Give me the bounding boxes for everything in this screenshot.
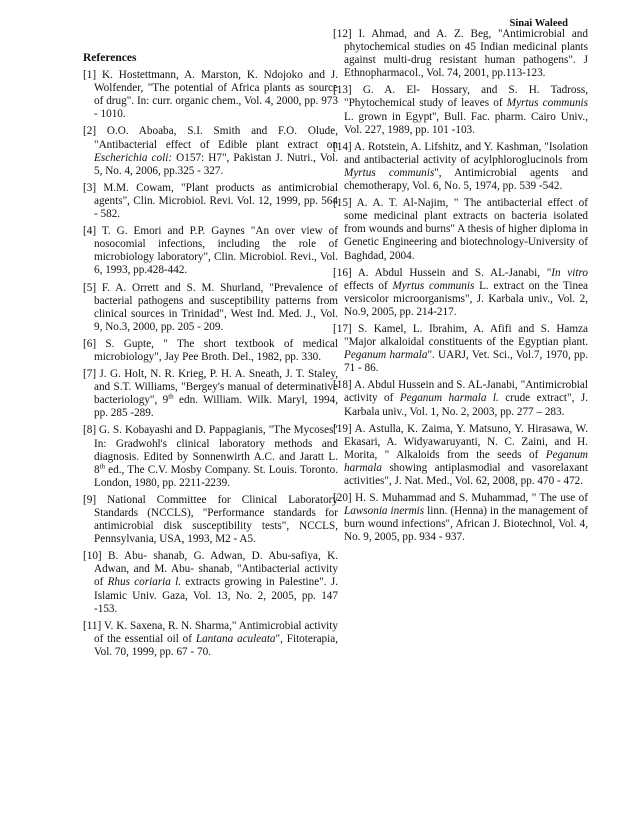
reference-item bbox=[333, 141, 588, 193]
reference-item bbox=[333, 379, 588, 418]
reference-number: [20] bbox=[333, 492, 356, 505]
reference-number: [8] bbox=[83, 424, 100, 437]
reference-italic-text: Peganum harmala l. bbox=[399, 392, 499, 405]
references-column-right bbox=[333, 28, 588, 548]
reference-italic-text: Rhus coriaria l. bbox=[107, 576, 182, 589]
reference-number: [9] bbox=[83, 493, 108, 506]
reference-text: showing antiplasmodial and vasorelaxant activities", J. Nat. Med., Vol. 62, 2008, pp. 470 - 472. bbox=[344, 461, 588, 487]
reference-list-left bbox=[83, 69, 338, 659]
reference-text: K. Hostettmann, A. Marston, K. Ndojoko and J. Wolfender, "The potential of Africa plants as source of drug". In: curr. organic chem., Vol. 4, 2000, pp. 973 - 1010. bbox=[94, 69, 339, 121]
reference-text: H. S. Muhammad and S. Muhammad, " The use of bbox=[355, 492, 588, 505]
reference-number: [17] bbox=[333, 322, 359, 335]
reference-number: [2] bbox=[83, 125, 107, 138]
reference-number: [1] bbox=[83, 69, 102, 82]
reference-item bbox=[83, 368, 338, 420]
reference-item bbox=[83, 182, 338, 221]
reference-text: linn. (Henna) in the management of burn wound infections", African J. Biotechnol, Vol. 4, No. 9, 2005, pp. 934 - 937. bbox=[344, 505, 588, 544]
reference-text: O157: H7", Pakistan J. Nutri., Vol. 5, No. 4, 2006, pp.325 - 327. bbox=[94, 151, 338, 177]
reference-italic-text: Escherichia coli: bbox=[94, 151, 173, 164]
reference-item bbox=[333, 267, 588, 319]
reference-text: B. Abu- shanab, G. Adwan, D. Abu-safiya, K. Adwan, and M. Abu- shanab, "Antibacterial activity of bbox=[94, 550, 339, 589]
reference-text: th bbox=[99, 461, 106, 470]
reference-item bbox=[83, 620, 338, 659]
reference-number: [18] bbox=[333, 379, 354, 392]
reference-text: extracts growing in Palestine". J. Islamic Univ. Gaza, Vol. 13, No. 2, 2005, pp. 147 -153. bbox=[94, 576, 338, 615]
reference-italic-text: Peganum harmala bbox=[344, 448, 588, 474]
reference-text: L. extract on the Tinea versicolor microorganisms", J. Karbala univ., Vol. 2, No.9, 2005, pp. 214-217. bbox=[344, 279, 588, 318]
reference-number: [10] bbox=[83, 550, 108, 563]
reference-item bbox=[333, 197, 588, 262]
reference-item bbox=[83, 494, 338, 546]
reference-text: A. Rotstein, A. Lifshitz, and Y. Kashman, "Isolation and antibacterial activity of acylphloroglucinols from bbox=[344, 140, 588, 166]
references-column-left bbox=[83, 52, 338, 663]
reference-text: S. Gupte, " The short textbook of medical microbiology", Jay Pee Broth. Del., 1982, pp. 330. bbox=[94, 337, 339, 363]
reference-number: [16] bbox=[333, 266, 358, 279]
reference-number: [19] bbox=[333, 422, 355, 435]
reference-text: J. G. Holt, N. R. Krieg, P. H. A. Sneath, J. T. Staley, and S.T. Williams, "Bergey's manual of determinative bacteriology", 9 bbox=[94, 368, 338, 407]
reference-item bbox=[333, 28, 588, 80]
reference-text: T. G. Emori and P.P. Gaynes "An over view of nosocomial infections, including the role of microbiology laboratory", Clin. Microbiol. Revi., Vol. 6, 1993, pp.428-442. bbox=[94, 225, 338, 277]
reference-text: I. Ahmad, and A. Z. Beg, ''Antimicrobial and phytochemical studies on 45 Indian medicinal plants against multi-drug resistant human pathogens". J Ethnopharmacol., Vol. 74, 2001, pp.113-123. bbox=[344, 28, 588, 80]
reference-item bbox=[83, 125, 338, 177]
reference-text: crude extract", J. Karbala univ., Vol. 1, No. 2, 2003, pp. 277 – 283. bbox=[344, 392, 589, 418]
reference-italic-text: Myrtus communis bbox=[392, 279, 475, 292]
reference-item bbox=[83, 550, 338, 615]
reference-text: edn. William. Wilk. Maryl, 1994, pp. 285 -289. bbox=[94, 394, 339, 420]
reference-text: ". UARJ, Vet. Sci., Vol.7, 1970, pp. 71 - 86. bbox=[344, 349, 589, 375]
reference-italic-text: Lantana aculeata bbox=[195, 632, 276, 645]
reference-text: th bbox=[168, 392, 174, 401]
running-head-author: Sinai Waleed bbox=[509, 18, 568, 29]
reference-number: [3] bbox=[83, 181, 104, 194]
reference-item bbox=[333, 423, 588, 488]
reference-number: [11] bbox=[83, 619, 104, 632]
reference-text: ed., The C.V. Mosby Company. St. Louis. Toronto. London, 1980, pp. 2211-2239. bbox=[94, 463, 338, 489]
reference-item bbox=[83, 225, 338, 277]
reference-number: [14] bbox=[333, 140, 355, 153]
reference-text: V. K. Saxena, R. N. Sharma," Antimicrobial activity of the essential oil of bbox=[94, 619, 338, 645]
reference-number: [6] bbox=[83, 337, 106, 350]
reference-number: [15] bbox=[333, 197, 357, 210]
reference-text: S. Kamel, L. Ibrahim, A. Afifi and S. Hamza "Major alkaloidal constituents of the Egyptian plant. bbox=[344, 322, 588, 349]
reference-text: O.O. Aboaba, S.I. Smith and F.O. Olude, "Antibacterial effect of Edible plant extract on bbox=[94, 125, 338, 151]
reference-text: F. A. Orrett and S. M. Shurland, "Prevalence of bacterial pathogens and susceptibility patterns from clinical sources in Trinidad", West Ind. Med. J., Vol. 9, No.3, 2000, pp. 205 - 209. bbox=[94, 281, 338, 333]
reference-text: A. A. T. Al-Najim, " The antibacterial effect of some medicinal plant extracts on bacteria isolated from wounds and burns" A thesis of higher diploma in Genetic Engineering and biotechnology-University of Baghdad, 2004. bbox=[344, 197, 588, 262]
reference-item bbox=[83, 69, 338, 121]
reference-number: [13] bbox=[333, 84, 363, 97]
reference-number: [4] bbox=[83, 225, 102, 238]
reference-item bbox=[333, 492, 588, 544]
reference-number: [5] bbox=[83, 281, 102, 294]
reference-italic-text: In vitro bbox=[551, 266, 588, 279]
reference-text: effects of bbox=[344, 279, 393, 292]
reference-text: L. grown in Egypt'', Bull. Fac. pharm. Cairo Univ., Vol. 227, 1989, pp. 101 -103. bbox=[344, 110, 588, 136]
reference-item bbox=[333, 84, 588, 136]
reference-italic-text: Myrtus communis bbox=[344, 166, 435, 179]
reference-text: G. S. Kobayashi and D. Pappagianis, "The Mycoses" In: Gradwohl's clinical laboratory methods and diagnosis. Edited by Sonnenwirth A.C. and Jaratt L. 8 bbox=[94, 424, 338, 476]
reference-text: A. Astulla, K. Zaima, Y. Matsuno, Y. Hirasawa, W. Ekasari, A. Widyawaruyanti, N. C. Zaini, and H. Morita, " Alkaloids from the seeds of bbox=[344, 422, 588, 461]
reference-text: A. Abdul Hussein and S. AL-Janabi, "Antimicrobial activity of bbox=[344, 379, 588, 405]
reference-number: [7] bbox=[83, 368, 100, 381]
reference-item bbox=[83, 424, 338, 489]
reference-item bbox=[83, 338, 338, 364]
reference-list-right bbox=[333, 28, 588, 544]
reference-text: G. A. El- Hossary, and S. H. Tadross, "Phytochemical study of leaves of bbox=[344, 84, 589, 110]
reference-italic-text: Myrtus communis bbox=[506, 97, 589, 110]
reference-text: National Committee for Clinical Laboratory Standards (NCCLS), "Performance standards for antimicrobial disk susceptibility tests", NCCLS, Pennsylvania, USA, 1993, M2 - A5. bbox=[94, 493, 338, 546]
reference-text: ", Fitoterapia, Vol. 70, 1999, pp. 67 - 70. bbox=[94, 632, 338, 658]
reference-text: ", Antimicrobial agents and chemotherapy, Vol. 6, No. 5, 1974, pp. 539 -542. bbox=[344, 166, 588, 193]
reference-item bbox=[83, 282, 338, 334]
references-heading: References bbox=[83, 52, 137, 64]
reference-italic-text: Peganum harmala bbox=[344, 349, 428, 362]
reference-italic-text: Lawsonia inermis bbox=[344, 505, 425, 518]
reference-item bbox=[333, 323, 588, 375]
reference-text: A. Abdul Hussein and S. AL-Janabi, " bbox=[357, 266, 552, 279]
reference-text: M.M. Cowam, "Plant products as antimicrobial agents", Clin. Microbiol. Revi. Vol. 12, 1999, pp. 564 - 582. bbox=[94, 181, 339, 221]
reference-number: [12] bbox=[333, 28, 359, 40]
